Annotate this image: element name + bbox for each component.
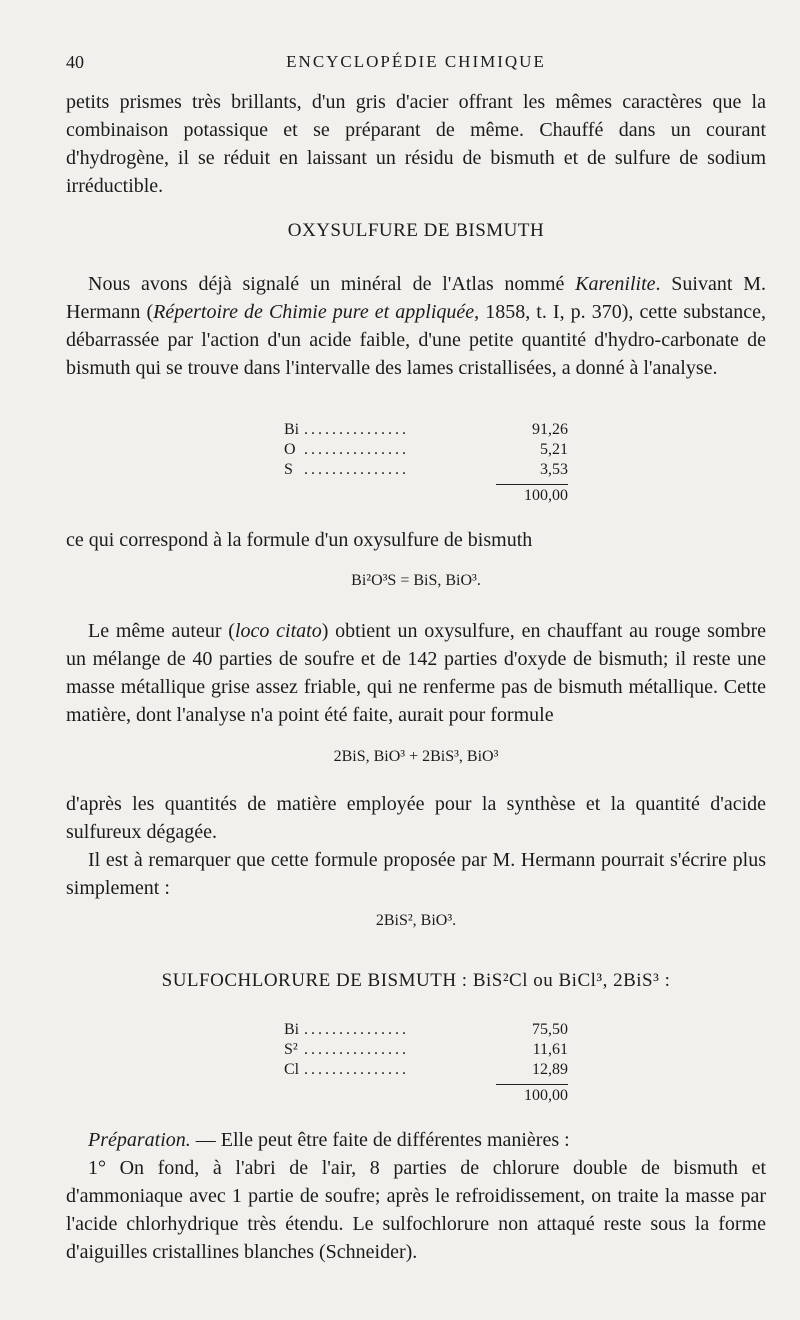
loco-citato: loco citato [234, 620, 322, 642]
preparation-label: Préparation. [88, 1129, 191, 1151]
page-number: 40 [66, 52, 84, 72]
analysis-row: S ............... 3,53 [284, 461, 568, 478]
heading-sulfochlorure: SULFOCHLORURE DE BISMUTH : BiS²Cl ou BiCl³, 2BiS³ : [161, 970, 671, 991]
analysis-total: 100,00 [524, 1087, 568, 1104]
method-1-paragraph: 1° On fond, à l'abri de l'air, 8 parties de chlorure double de bismuth et d'ammoniaque avec 1 partie de soufre; après le refroidissement, on traite la masse par l'acide chlorhydrique très étendu. Le sulfochlorure non attaqué reste sous la forme d'aiguilles cristallines blanches (Schneider). [66, 1157, 766, 1263]
formula-oxysulfure: Bi²O³S = BiS, BiO³. [351, 572, 481, 589]
preparation-paragraph [66, 1126, 766, 1154]
sum-rule [496, 484, 568, 485]
preparation-text: — Elle peut être faite de différentes manières : [190, 1129, 570, 1151]
element-value: 91,26 [532, 421, 568, 438]
element-value: 75,50 [532, 1021, 568, 1038]
karenilite-text-a: Nous avons déjà signalé un minéral de l'Atlas nommé [88, 273, 576, 295]
element-label: S² [284, 1041, 298, 1058]
karenilite-reference: Répertoire de Chimie pure et appliquée [153, 301, 475, 323]
analysis-row: Cl ............... 12,89 [284, 1061, 568, 1078]
hermann-text-b: ) obtient un oxysulfure, en chauffant au rouge sombre un mélange de 40 parties de soufre et de 142 parties d'oxyde de bismuth; il reste une masse métallique grise assez friable, qui ne renferme pas de bismuth métallique. Cette matière, dont l'analyse n'a point été faite, aurait pour formule [66, 620, 767, 726]
analysis-total-row [284, 486, 572, 506]
running-title: ENCYCLOPÉDIE CHIMIQUE [286, 52, 546, 71]
element-value: 12,89 [532, 1061, 568, 1078]
element-label: Bi [284, 421, 300, 438]
element-label: Bi [284, 1021, 300, 1038]
karenilite-name: Karenilite [575, 273, 656, 295]
element-label: S [284, 461, 293, 478]
remark-paragraph: Il est à remarquer que cette formule proposée par M. Hermann pourrait s'écrire plus simplement : [66, 849, 766, 899]
heading-oxysulfure: OXYSULFURE DE BISMUTH [287, 220, 545, 241]
formula-hermann: 2BiS, BiO³ + 2BiS³, BiO³ [333, 748, 499, 765]
intro-paragraph: petits prismes très brillants, d'un gris d'acier offrant les mêmes caractères que la combinaison potassique et se préparant de même. Chauffé dans un courant d'hydrogène, il se réduit en laissant un résidu de bismuth et de sulfure de sodium irréductible. [66, 91, 766, 197]
element-value: 3,53 [540, 461, 568, 478]
karenilite-text-b: . Suivant M. Hermann ( [66, 273, 766, 323]
quantities-paragraph: d'après les quantités de matière employée pour la synthèse et la quantité d'acide sulfureux dégagée. [66, 793, 766, 843]
page-header [66, 52, 766, 76]
analysis-total-row [284, 1086, 572, 1106]
sum-rule [496, 1084, 568, 1085]
element-label: O [284, 441, 296, 458]
formula-simplified: 2BiS², BiO³. [375, 912, 457, 929]
analysis-total: 100,00 [524, 487, 568, 504]
analysis-row: O ............... 5,21 [284, 441, 568, 458]
analysis-row: Bi ............... 91,26 [284, 421, 568, 438]
element-value: 5,21 [540, 441, 568, 458]
hermann-text-a: Le même auteur ( [88, 620, 235, 642]
analysis-row: S² ............... 11,61 [284, 1041, 568, 1058]
karenilite-paragraph [66, 270, 766, 382]
analysis-table-1 [284, 420, 572, 506]
hermann-paragraph [66, 617, 766, 729]
analysis-row: Bi ............... 75,50 [284, 1021, 568, 1038]
correspond-paragraph: ce qui correspond à la formule d'un oxysulfure de bismuth [66, 529, 533, 551]
karenilite-text-c: , 1858, t. I, p. 370), cette substance, débarrassée par l'action d'un acide faible, d'une petite quantité d'hydro-carbonate de bismuth qui se trouve dans l'intervalle des lames cristallisées, a donné à l'analyse. [66, 301, 767, 379]
element-label: Cl [284, 1061, 300, 1078]
analysis-table-2 [284, 1020, 572, 1106]
element-value: 11,61 [532, 1041, 568, 1058]
